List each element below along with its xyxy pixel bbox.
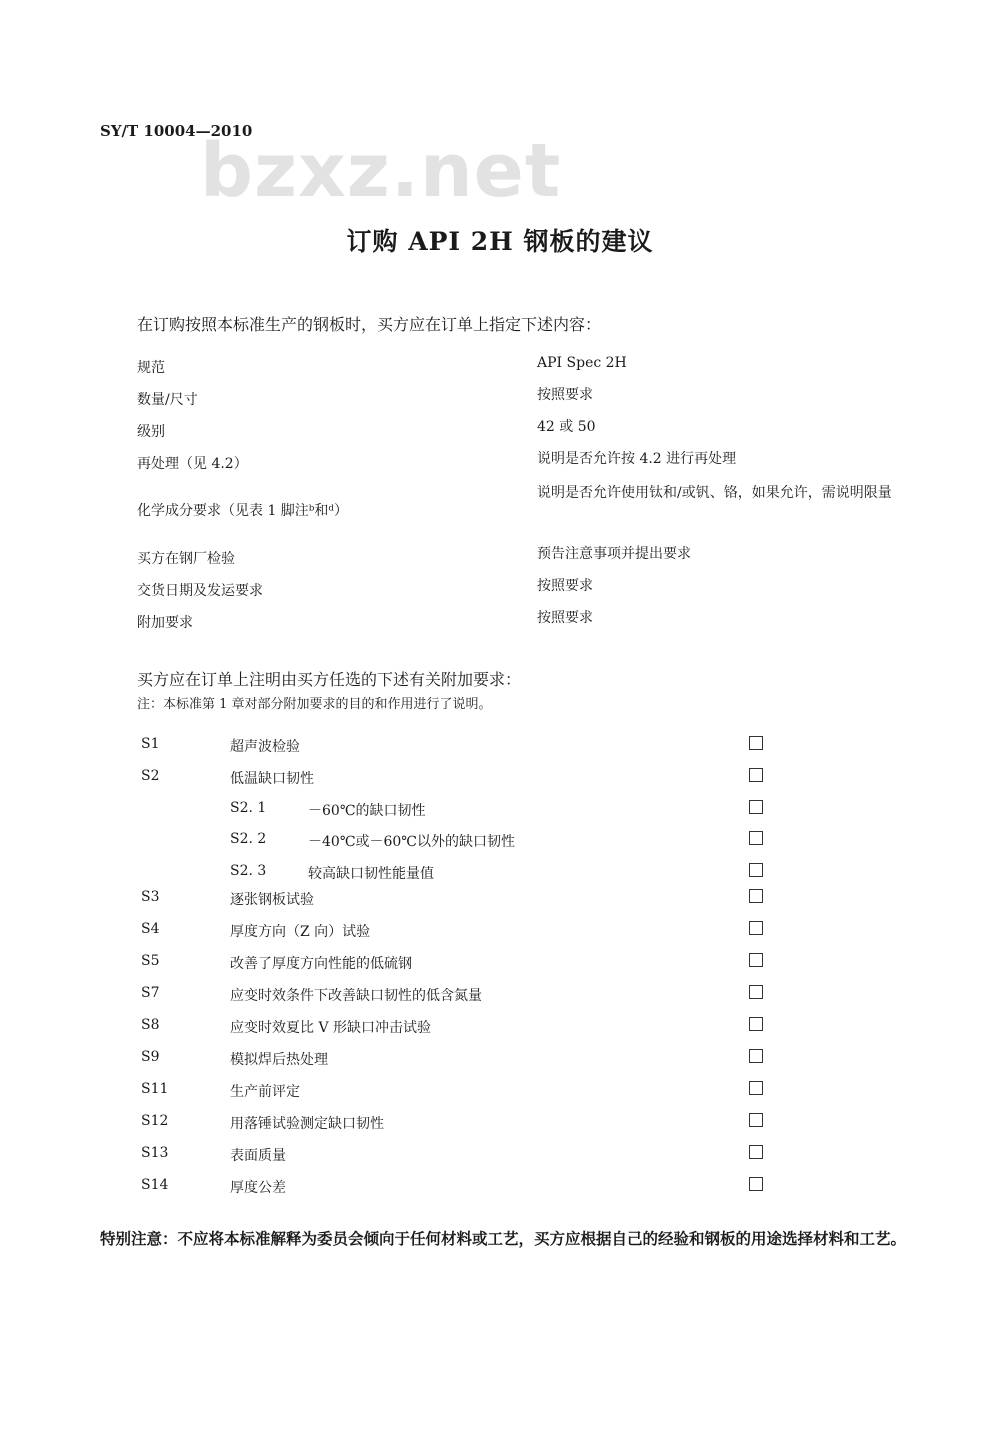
spec-value: 42 或 50 [537,419,596,435]
requirement-checkbox[interactable] [749,736,763,750]
spec-value: 说明是否允许使用钛和/或钒、铬，如果允许，需说明限量 [537,485,892,501]
requirement-code: S11 [141,1081,169,1097]
requirement-row [0,1015,1000,1039]
requirement-checkbox[interactable] [749,1113,763,1127]
intro-text: 在订购按照本标准生产的钢板时，买方应在订单上指定下述内容： [137,315,602,334]
sub-requirement-description: 较高缺口韧性能量值 [308,866,434,882]
requirement-row [0,887,1000,911]
requirement-checkbox[interactable] [749,921,763,935]
requirement-description: 应变时效夏比 V 形缺口冲击试验 [230,1020,432,1036]
requirement-row [0,1111,1000,1135]
requirement-code: S5 [141,953,160,969]
requirement-description: 生产前评定 [230,1084,300,1100]
sub-requirement-description: －40℃或－60℃以外的缺口韧性 [308,834,515,850]
requirement-checkbox[interactable] [749,1145,763,1159]
watermark: bzxz.net [200,128,562,214]
spec-value: 按照要求 [537,610,593,626]
spec-label: 再处理（见 4.2） [137,456,248,472]
requirement-row [0,734,1000,758]
requirement-description: 超声波检验 [230,739,300,755]
sub-requirement-code: S2. 1 [230,800,267,816]
requirement-checkbox[interactable] [749,985,763,999]
requirement-code: S2 [141,768,160,784]
requirement-checkbox[interactable] [749,1017,763,1031]
sub-requirement-row [0,798,1000,822]
requirement-code: S7 [141,985,160,1001]
sub-requirement-row [0,861,1000,885]
spec-label: 交货日期及发运要求 [137,583,263,599]
requirement-description: 表面质量 [230,1148,286,1164]
requirement-row [0,1047,1000,1071]
spec-value: 按照要求 [537,578,593,594]
requirement-code: S4 [141,921,160,937]
spec-label: 规范 [137,360,165,376]
spec-value: 预告注意事项并提出要求 [537,546,691,562]
requirement-checkbox[interactable] [749,768,763,782]
spec-value: 说明是否允许按 4.2 进行再处理 [537,451,737,467]
requirement-row [0,1143,1000,1167]
requirement-row [0,951,1000,975]
requirement-description: 用落锤试验测定缺口韧性 [230,1116,384,1132]
requirement-checkbox[interactable] [749,953,763,967]
requirement-code: S14 [141,1177,169,1193]
requirement-row [0,1079,1000,1103]
requirement-code: S3 [141,889,160,905]
requirement-code: S1 [141,736,160,752]
spec-label: 级别 [137,424,165,440]
requirement-row [0,766,1000,790]
requirement-checkbox[interactable] [749,863,763,877]
requirement-description: 逐张钢板试验 [230,892,314,908]
requirement-description: 模拟焊后热处理 [230,1052,328,1068]
sub-requirement-description: －60℃的缺口韧性 [308,803,426,819]
requirement-checkbox[interactable] [749,800,763,814]
requirement-checkbox[interactable] [749,1177,763,1191]
spec-label: 买方在钢厂检验 [137,551,235,567]
document-title: 订购 API 2H 钢板的建议 [346,227,654,256]
spec-label: 数量/尺寸 [137,392,198,408]
sub-requirement-code: S2. 2 [230,831,267,847]
spec-label: 附加要求 [137,615,193,631]
requirement-code: S13 [141,1145,169,1161]
requirement-description: 厚度公差 [230,1180,286,1196]
requirement-description: 改善了厚度方向性能的低硫钢 [230,956,412,972]
requirement-description: 应变时效条件下改善缺口韧性的低含氮量 [230,988,482,1004]
requirement-checkbox[interactable] [749,1049,763,1063]
supplementary-intro: 买方应在订单上注明由买方任选的下述有关附加要求： [137,670,522,689]
requirement-code: S12 [141,1113,169,1129]
requirement-row [0,983,1000,1007]
requirement-row [0,1175,1000,1199]
spec-value: API Spec 2H [537,355,627,371]
requirement-checkbox[interactable] [749,831,763,845]
requirement-code: S9 [141,1049,160,1065]
requirement-checkbox[interactable] [749,1081,763,1095]
requirement-row [0,919,1000,943]
sub-requirement-code: S2. 3 [230,863,267,879]
spec-label: 化学成分要求（见表 1 脚注ᵇ和ᵈ） [137,503,349,519]
requirement-code: S8 [141,1017,160,1033]
requirement-description: 厚度方向（Z 向）试验 [230,924,371,940]
note-text: 注：本标准第 1 章对部分附加要求的目的和作用进行了说明。 [137,697,492,712]
requirement-checkbox[interactable] [749,889,763,903]
requirement-description: 低温缺口韧性 [230,771,314,787]
spec-value: 按照要求 [537,387,593,403]
standard-number: SY/T 10004—2010 [100,122,253,140]
special-note: 特别注意：不应将本标准解释为委员会倾向于任何材料或工艺，买方应根据自己的经验和钢板的用途选择材料和工艺。 [100,1229,907,1248]
sub-requirement-row [0,829,1000,853]
